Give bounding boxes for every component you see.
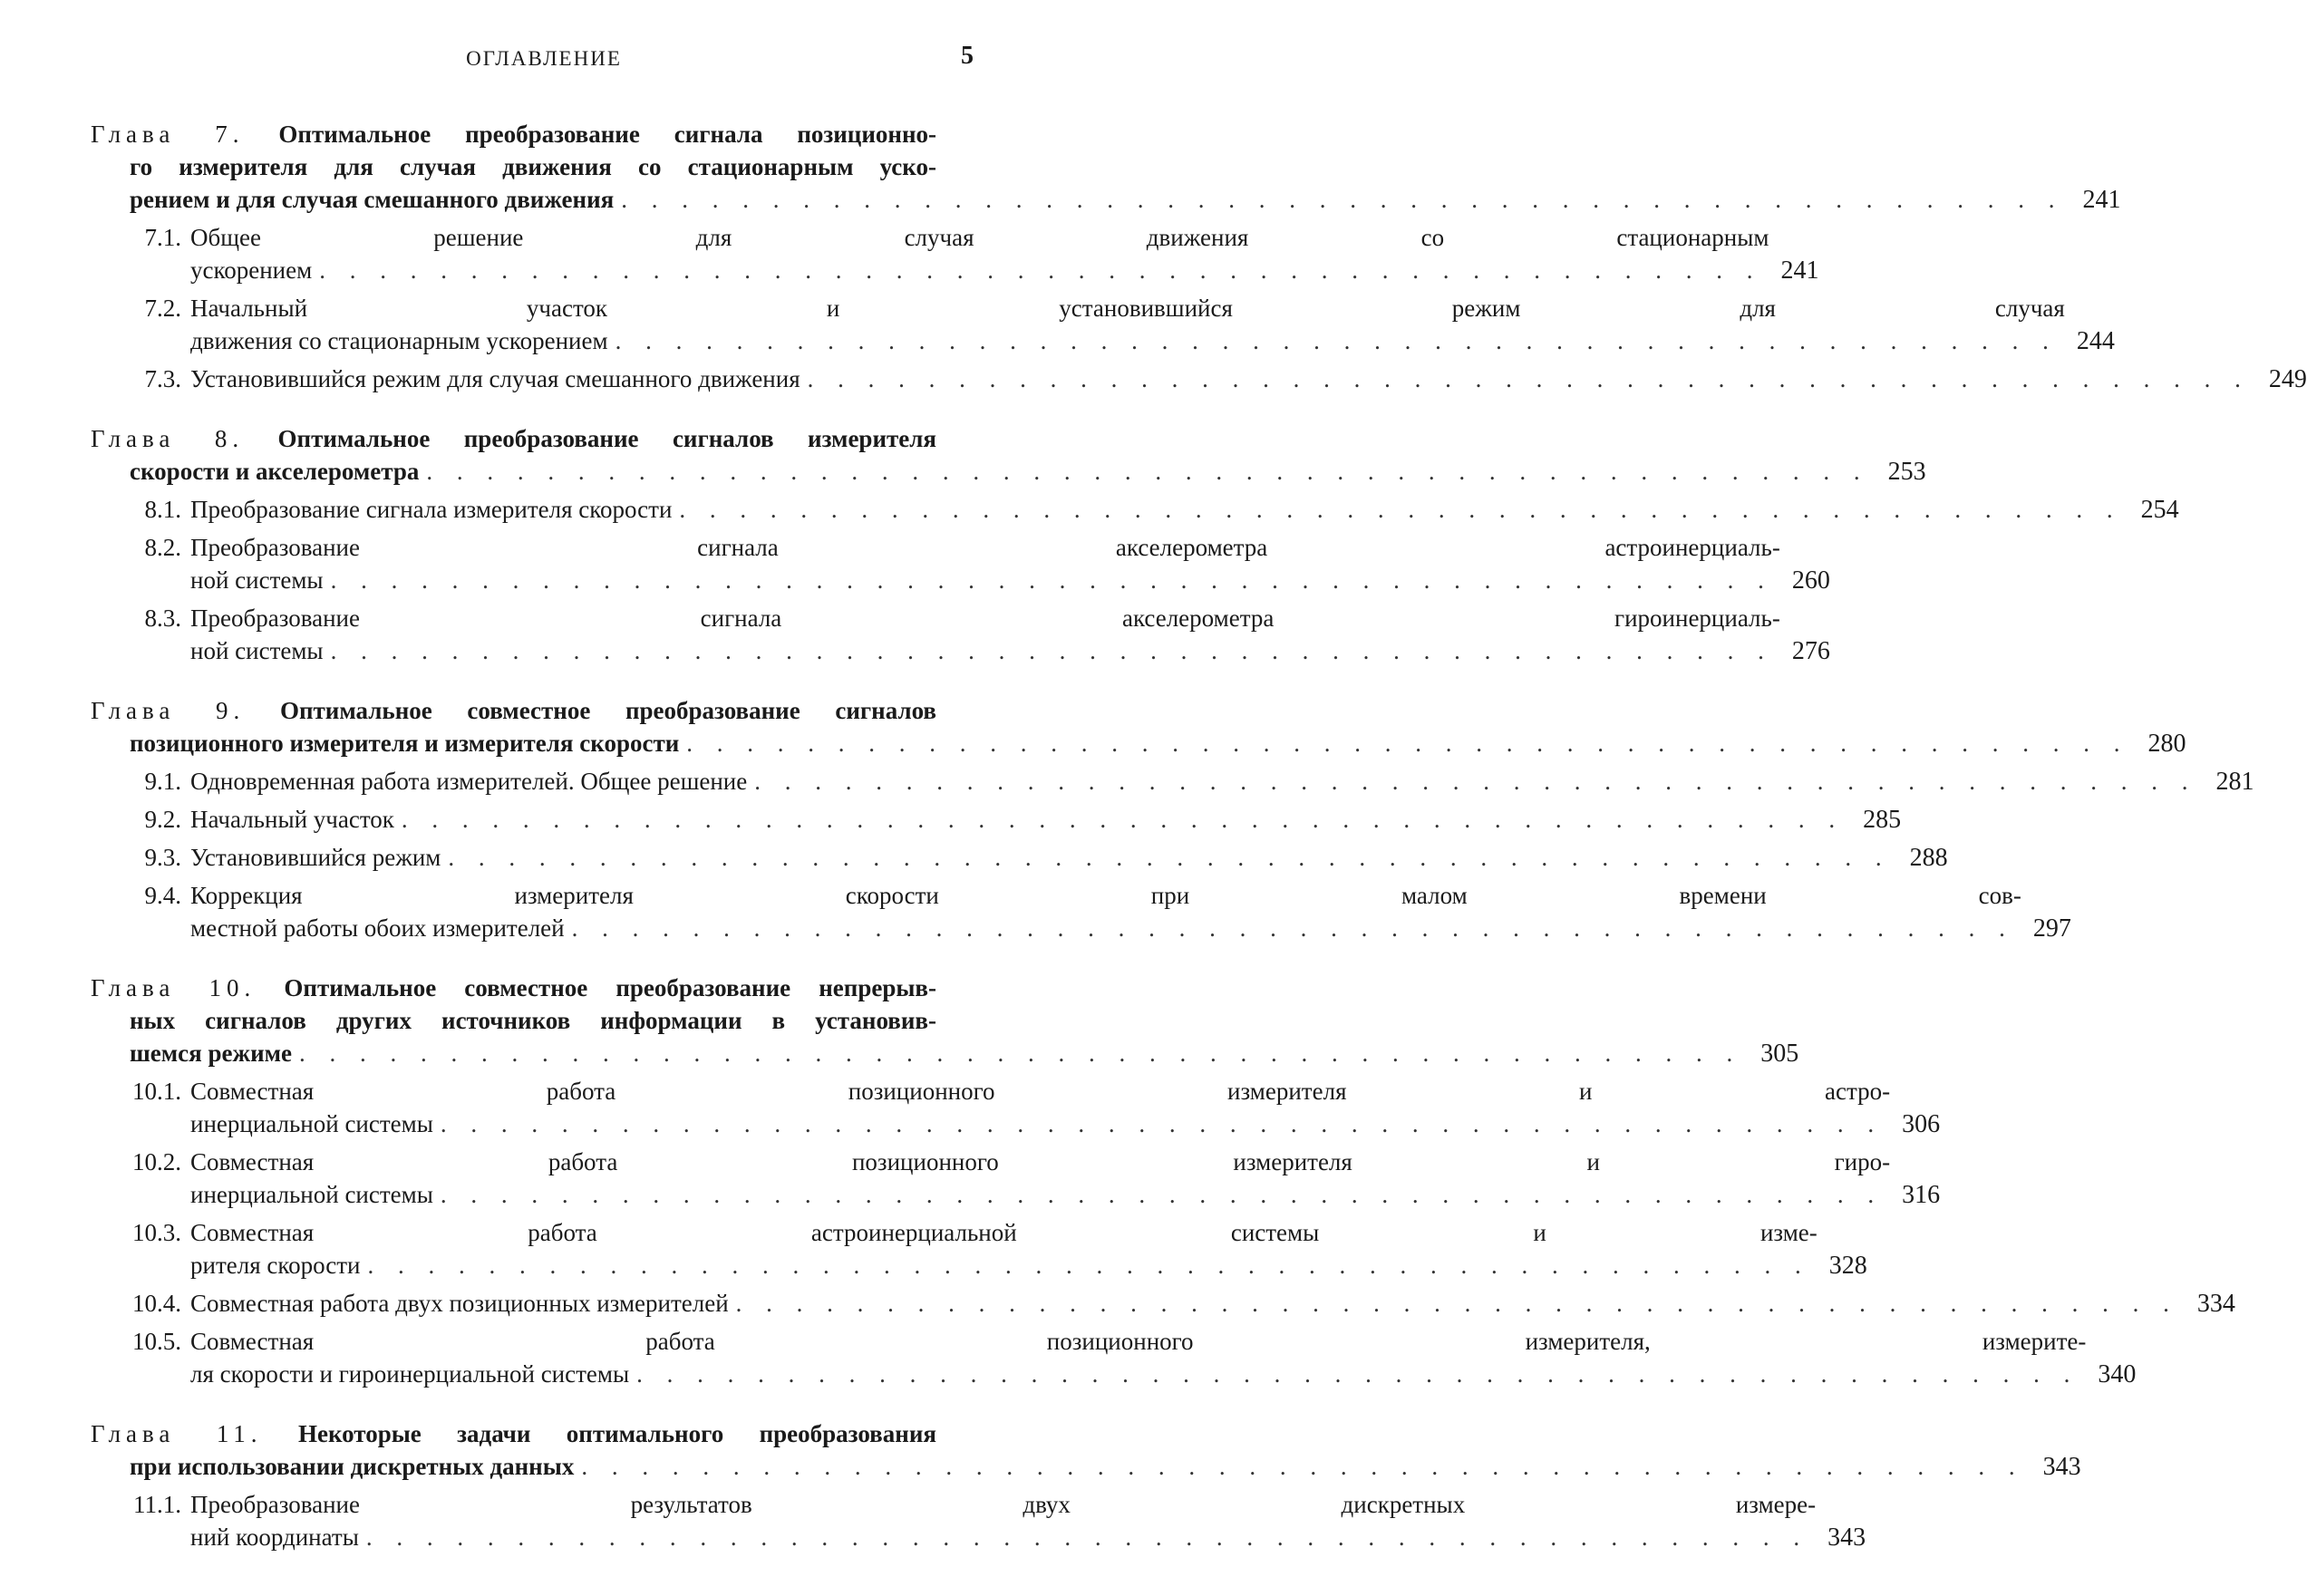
entry-page-number: 244 — [2076, 327, 2115, 355]
section-row — [91, 1216, 1867, 1282]
chapter-name-part: ных сигналов других источников информации в установив- — [130, 1007, 936, 1034]
section-number: 10.1. — [132, 1078, 181, 1105]
toc-entry-line — [190, 765, 2254, 798]
chapter-prefix: Глава 10. — [91, 974, 257, 1001]
section-entry — [91, 292, 2115, 357]
section-title-line: Преобразование сигнала акселерометра астроинерциаль- — [190, 534, 1780, 561]
entry-page-number: 297 — [2032, 914, 2071, 943]
dot-leader: . . . . . . . . . . . . . . . . . . . . . . . . . . . . . . . . . . . . . . . . . . . . . . . . — [581, 1453, 2024, 1480]
section-body — [190, 1325, 2136, 1390]
entry-text: местной работы обоих измерителей — [190, 914, 565, 942]
entry-page-number: 334 — [2196, 1290, 2235, 1318]
section-number: 10.2. — [132, 1148, 181, 1175]
entry-text: при использовании дискретных данных — [130, 1453, 575, 1480]
entry-page-number: 328 — [1828, 1252, 1867, 1280]
chapter-name-part: го измерителя для случая движения со стационарным уско- — [130, 153, 936, 180]
dot-leader: . . . . . . . . . . . . . . . . . . . . . . . . . . . . . . . . . . . . . . . . . . . . . . . . — [636, 1360, 2079, 1388]
dot-leader: . . . . . . . . . . . . . . . . . . . . . . . . . . . . . . . . . . . . . . . . . . . . . . . . — [807, 365, 2250, 392]
dot-leader: . . . . . . . . . . . . . . . . . . . . . . . . . . . . . . . . . . . . . . . . . . . . . . . . — [679, 496, 2122, 523]
entry-page-number: 343 — [1827, 1523, 1866, 1552]
entry-text: ной системы — [190, 566, 324, 594]
section-body — [190, 1488, 1866, 1553]
section-row — [91, 1287, 2235, 1320]
section-entry — [91, 879, 2071, 944]
entry-text: ускорением — [190, 256, 313, 284]
section-title-line: Начальный участок и установившийся режим для случая — [190, 295, 2065, 322]
entry-page-number: 249 — [2268, 365, 2307, 393]
section-number: 8.2. — [144, 534, 181, 561]
section-entry — [91, 1146, 1941, 1211]
chapter-prefix: Глава 11. — [91, 1420, 263, 1447]
section-entry — [91, 1488, 1866, 1553]
page-header-title: ОГЛАВЛЕНИЕ — [466, 47, 622, 70]
dot-leader: . . . . . . . . . . . . . . . . . . . . . . . . . . . . . . . . . . . . . . . . . . . . . . . . — [330, 566, 1773, 594]
section-number: 9.2. — [144, 806, 181, 833]
section-body — [190, 879, 2071, 944]
section-body — [190, 493, 2179, 526]
section-body — [190, 221, 1818, 286]
entry-text: скорости и акселерометра — [130, 458, 420, 485]
chapter-title — [91, 422, 1926, 488]
entry-text: инерциальной системы — [190, 1110, 433, 1137]
chapter-entry — [91, 118, 2307, 395]
dot-leader: . . . . . . . . . . . . . . . . . . . . . . . . . . . . . . . . . . . . . . . . . . . . . . . . — [686, 730, 2129, 757]
toc-entry-line — [91, 183, 2121, 216]
section-body — [190, 363, 2307, 395]
section-row — [91, 363, 2307, 395]
section-row — [91, 841, 1948, 874]
toc-entry-line — [91, 727, 2186, 759]
toc-entry-line — [190, 324, 2115, 357]
section-body — [190, 765, 2254, 798]
entry-text: рением и для случая смешанного движения — [130, 186, 615, 213]
section-title-line: Преобразование результатов двух дискретных измере- — [190, 1491, 1817, 1518]
section-body — [190, 292, 2115, 357]
entry-text: позиционного измерителя и измерителя скорости — [130, 730, 680, 757]
chapter-title-line — [91, 972, 986, 1004]
chapter-title-line — [91, 1417, 986, 1450]
section-number: 8.1. — [144, 496, 181, 523]
section-row — [91, 602, 1830, 667]
toc-entry-line — [190, 1358, 2136, 1390]
toc-entry-line — [190, 1249, 1867, 1282]
dot-leader: . . . . . . . . . . . . . . . . . . . . . . . . . . . . . . . . . . . . . . . . . . . . . . . . — [571, 914, 2014, 942]
dot-leader: . . . . . . . . . . . . . . . . . . . . . . . . . . . . . . . . . . . . . . . . . . . . . . . . — [299, 1040, 1742, 1067]
toc-entry-line — [190, 1178, 1940, 1211]
section-title-line: Общее решение для случая движения со стационарным — [190, 224, 1769, 251]
toc-entry-line — [190, 1287, 2235, 1320]
dot-leader: . . . . . . . . . . . . . . . . . . . . . . . . . . . . . . . . . . . . . . . . . . . . . . . . — [319, 256, 1762, 284]
section-row — [91, 1146, 1941, 1211]
entry-page-number: 316 — [1902, 1181, 1941, 1209]
section-entry — [91, 493, 2179, 526]
section-number: 10.3. — [132, 1219, 181, 1246]
section-number: 10.5. — [132, 1328, 181, 1355]
chapter-title-line — [91, 150, 986, 183]
section-entry — [91, 841, 1948, 874]
entry-page-number: 241 — [1780, 256, 1819, 285]
dot-leader: . . . . . . . . . . . . . . . . . . . . . . . . . . . . . . . . . . . . . . . . . . . . . . . . — [440, 1110, 1884, 1137]
dot-leader: . . . . . . . . . . . . . . . . . . . . . . . . . . . . . . . . . . . . . . . . . . . . . . . . — [426, 458, 1869, 485]
entry-page-number: 254 — [2140, 496, 2179, 524]
chapter-title — [91, 118, 2121, 216]
toc-entry-line — [91, 1450, 2081, 1483]
entry-page-number: 340 — [2098, 1360, 2137, 1388]
section-entry — [91, 1216, 1867, 1282]
toc-entry-line — [190, 634, 1830, 667]
section-entry — [91, 803, 1902, 836]
entry-text: Совместная работа двух позиционных измерителей — [190, 1290, 729, 1317]
chapter-name-part: Оптимальное совместное преобразование сигналов — [279, 697, 936, 724]
section-body — [190, 1146, 1940, 1211]
entry-text: шемся режиме — [130, 1040, 293, 1067]
toc-entry-line — [190, 254, 1818, 286]
toc-entry-line — [190, 564, 1830, 596]
entry-text: Установившийся режим — [190, 844, 441, 871]
chapter-entry — [91, 694, 2254, 944]
dot-leader: . . . . . . . . . . . . . . . . . . . . . . . . . . . . . . . . . . . . . . . . . . . . . . . . — [735, 1290, 2178, 1317]
entry-page-number: 288 — [1909, 844, 1948, 872]
section-number: 11.1. — [133, 1491, 181, 1518]
chapter-entry — [91, 1417, 2081, 1553]
entry-page-number: 276 — [1791, 637, 1830, 665]
section-body — [190, 602, 1830, 667]
chapter-name-part: Оптимальное совместное преобразование непрерыв- — [284, 974, 937, 1001]
entry-page-number: 306 — [1902, 1110, 1941, 1138]
chapter-entry — [91, 422, 2179, 667]
section-number: 9.3. — [144, 844, 181, 871]
section-row — [91, 531, 1830, 596]
section-body — [190, 531, 1830, 596]
entry-text: Одновременная работа измерителей. Общее решение — [190, 768, 748, 795]
chapter-prefix: Глава 8. — [91, 425, 245, 452]
section-entry — [91, 221, 1819, 286]
section-row — [91, 803, 1902, 836]
dot-leader: . . . . . . . . . . . . . . . . . . . . . . . . . . . . . . . . . . . . . . . . . . . . . . . . — [365, 1523, 1809, 1551]
dot-leader: . . . . . . . . . . . . . . . . . . . . . . . . . . . . . . . . . . . . . . . . . . . . . . . . — [440, 1181, 1884, 1208]
dot-leader: . . . . . . . . . . . . . . . . . . . . . . . . . . . . . . . . . . . . . . . . . . . . . . . . — [330, 637, 1773, 664]
entry-page-number: 260 — [1791, 566, 1830, 595]
dot-leader: . . . . . . . . . . . . . . . . . . . . . . . . . . . . . . . . . . . . . . . . . . . . . . . . — [754, 768, 2197, 795]
page-number: 5 — [961, 42, 974, 70]
section-row — [91, 1488, 1866, 1553]
section-row — [91, 1325, 2137, 1390]
entry-page-number: 253 — [1887, 458, 1926, 486]
entry-page-number: 241 — [2082, 186, 2121, 214]
entry-text: ной системы — [190, 637, 324, 664]
toc-entry-line — [190, 841, 1948, 874]
dot-leader: . . . . . . . . . . . . . . . . . . . . . . . . . . . . . . . . . . . . . . . . . . . . . . . . — [401, 806, 1845, 833]
entry-text: Преобразование сигнала измерителя скорости — [190, 496, 673, 523]
section-entry — [91, 363, 2307, 395]
toc-entry-line — [190, 912, 2071, 944]
entry-text: Установившийся режим для случая смешанного движения — [190, 365, 800, 392]
chapter-prefix: Глава 7. — [91, 121, 245, 148]
section-title-line: Совместная работа позиционного измерителя и гиро- — [190, 1148, 1891, 1175]
section-body — [190, 803, 1901, 836]
section-entry — [91, 602, 1830, 667]
toc-entry-line — [91, 1037, 1799, 1069]
section-row — [91, 221, 1819, 286]
entry-page-number: 343 — [2042, 1453, 2081, 1481]
table-of-contents — [91, 118, 2307, 1581]
chapter-name-part: Оптимальное преобразование сигналов измерителя — [277, 425, 936, 452]
entry-text: ля скорости и гироинерциальной системы — [190, 1360, 630, 1388]
entry-text: ний координаты — [190, 1523, 359, 1551]
chapter-title — [91, 972, 1799, 1069]
chapter-name-part: Оптимальное преобразование сигнала позиционно- — [278, 121, 937, 148]
section-title-line: Совместная работа позиционного измерителя и астро- — [190, 1078, 1891, 1105]
section-body — [190, 1216, 1867, 1282]
chapter-prefix: Глава 9. — [91, 697, 246, 724]
entry-text: инерциальной системы — [190, 1181, 433, 1208]
dot-leader: . . . . . . . . . . . . . . . . . . . . . . . . . . . . . . . . . . . . . . . . . . . . . . . . — [448, 844, 1891, 871]
section-entry — [91, 1325, 2137, 1390]
section-entry — [91, 1075, 1941, 1140]
section-number: 8.3. — [144, 605, 181, 632]
dot-leader: . . . . . . . . . . . . . . . . . . . . . . . . . . . . . . . . . . . . . . . . . . . . . . . . — [621, 186, 2064, 213]
section-number: 7.1. — [144, 224, 181, 251]
section-entry — [91, 1287, 2235, 1320]
section-entry — [91, 765, 2254, 798]
chapter-entry — [91, 972, 2235, 1390]
section-row — [91, 879, 2071, 944]
section-body — [190, 841, 1948, 874]
section-row — [91, 1075, 1941, 1140]
toc-entry-line — [190, 803, 1901, 836]
section-number: 7.3. — [144, 365, 181, 392]
entry-page-number: 305 — [1760, 1040, 1799, 1068]
chapter-title-line — [91, 694, 986, 727]
section-number: 9.4. — [144, 882, 181, 909]
chapter-title-line — [91, 118, 986, 150]
section-row — [91, 493, 2179, 526]
entry-text: движения со стационарным ускорением — [190, 327, 608, 354]
entry-page-number: 281 — [2215, 768, 2254, 796]
toc-entry-line — [190, 363, 2307, 395]
section-row — [91, 292, 2115, 357]
dot-leader: . . . . . . . . . . . . . . . . . . . . . . . . . . . . . . . . . . . . . . . . . . . . . . . . — [615, 327, 2058, 354]
toc-entry-line — [190, 1108, 1940, 1140]
section-body — [190, 1075, 1940, 1140]
toc-entry-line — [190, 1521, 1866, 1553]
section-number: 9.1. — [144, 768, 181, 795]
section-body — [190, 1287, 2235, 1320]
entry-page-number: 280 — [2147, 730, 2186, 758]
section-number: 7.2. — [144, 295, 181, 322]
chapter-title-line — [91, 1004, 986, 1037]
chapter-title — [91, 1417, 2081, 1483]
entry-text: Начальный участок — [190, 806, 394, 833]
chapter-name-part: Некоторые задачи оптимального преобразования — [297, 1420, 936, 1447]
chapter-title-line — [91, 422, 986, 455]
section-title-line: Коррекция измерителя скорости при малом времени сов- — [190, 882, 2021, 909]
toc-entry-line — [190, 493, 2179, 526]
toc-entry-line — [91, 455, 1926, 488]
dot-leader: . . . . . . . . . . . . . . . . . . . . . . . . . . . . . . . . . . . . . . . . . . . . . . . . — [367, 1252, 1810, 1279]
section-title-line: Совместная работа астроинерциальной системы и изме- — [190, 1219, 1817, 1246]
entry-text: рителя скорости — [190, 1252, 361, 1279]
section-entry — [91, 531, 1830, 596]
entry-page-number: 285 — [1863, 806, 1902, 834]
section-title-line: Совместная работа позиционного измерителя, измерите- — [190, 1328, 2087, 1355]
section-row — [91, 765, 2254, 798]
chapter-title — [91, 694, 2186, 759]
section-title-line: Преобразование сигнала акселерометра гироинерциаль- — [190, 605, 1780, 632]
section-number: 10.4. — [132, 1290, 181, 1317]
